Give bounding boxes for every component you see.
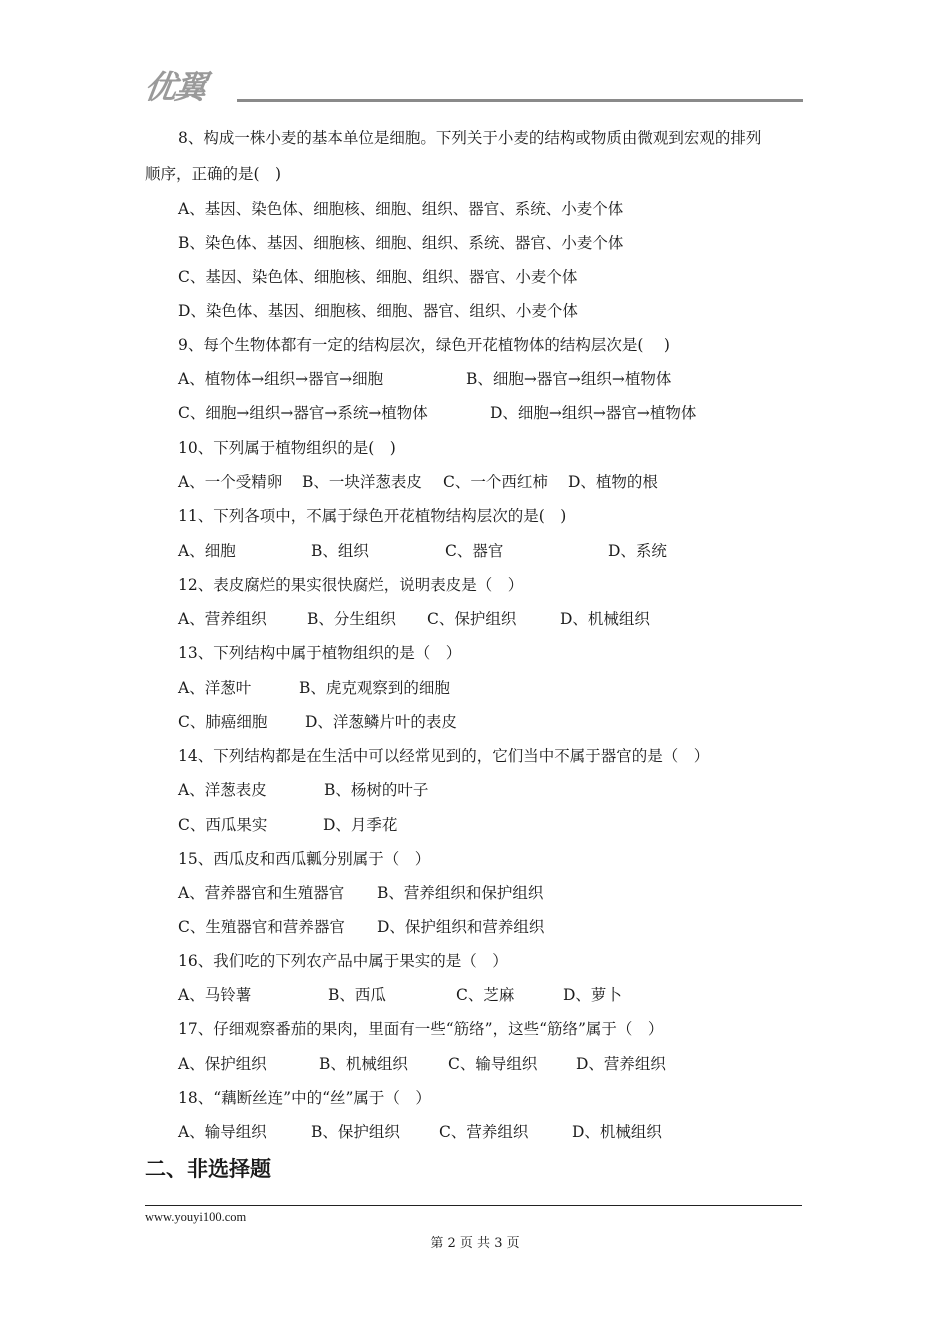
options-14-row2: [178, 808, 398, 842]
option-12-a: A、营养组织: [178, 610, 267, 628]
question-10-text: 10、下列属于植物组织的是( ): [178, 439, 396, 457]
question-18-text: 18、“藕断丝连”中的“丝”属于（ ）: [178, 1089, 431, 1107]
option-13-b: B、虎克观察到的细胞: [299, 679, 450, 697]
option-10-d: D、植物的根: [568, 473, 658, 491]
option-18-a: A、输导组织: [178, 1123, 267, 1141]
option-14-d: D、月季花: [323, 816, 398, 834]
option-14-c: C、西瓜果实: [178, 816, 268, 834]
question-16-text: 16、我们吃的下列农产品中属于果实的是（ ）: [178, 952, 508, 970]
option-13-c: C、肺癌细胞: [178, 713, 268, 731]
options-11: [178, 534, 667, 568]
option-9-a: A、植物体→组织→器官→细胞: [178, 370, 384, 388]
option-15-c: C、生殖器官和营养器官: [178, 918, 345, 936]
option-17-d: D、营养组织: [576, 1055, 666, 1073]
option-11-a: A、细胞: [178, 542, 236, 560]
options-13-row2: [178, 705, 457, 739]
option-8-b: B、染色体、基因、细胞核、细胞、组织、系统、器官、小麦个体: [178, 234, 624, 252]
option-12-c: C、保护组织: [427, 610, 517, 628]
option-16-c: C、芝麻: [456, 986, 515, 1004]
option-11-c: C、器官: [445, 542, 504, 560]
options-15-row2: [178, 910, 545, 944]
option-17-c: C、输导组织: [448, 1055, 538, 1073]
option-15-a: A、营养器官和生殖器官: [178, 884, 345, 902]
question-8-text-cont: 顺序，正确的是( ): [145, 165, 282, 183]
option-15-b: B、营养组织和保护组织: [377, 884, 544, 902]
option-11-d: D、系统: [608, 542, 667, 560]
option-17-b: B、机械组织: [319, 1055, 408, 1073]
footer-url: www.youyi100.com: [145, 1210, 247, 1224]
question-12-text: 12、表皮腐烂的果实很快腐烂，说明表皮是（ ）: [178, 576, 524, 594]
option-15-d: D、保护组织和营养组织: [377, 918, 545, 936]
question-14-text: 14、下列结构都是在生活中可以经常见到的，它们当中不属于器官的是（ ）: [178, 747, 710, 765]
option-16-b: B、西瓜: [328, 986, 386, 1004]
options-12: [178, 602, 650, 636]
option-16-a: A、马铃薯: [178, 986, 252, 1004]
question-15-text: 15、西瓜皮和西瓜瓤分别属于（ ）: [178, 850, 431, 868]
options-18: [178, 1115, 662, 1149]
option-10-a: A、一个受精卵: [178, 473, 283, 491]
option-8-c: C、基因、染色体、细胞核、细胞、组织、器官、小麦个体: [178, 268, 578, 286]
page-header: [142, 62, 803, 106]
question-17-text: 17、仔细观察番茄的果肉，里面有一些“筋络”，这些“筋络”属于（ ）: [178, 1020, 664, 1038]
option-8-d: D、染色体、基因、细胞核、细胞、器官、组织、小麦个体: [178, 302, 578, 320]
options-17: [178, 1047, 666, 1081]
options-9-row2: [178, 396, 697, 430]
option-18-c: C、营养组织: [439, 1123, 529, 1141]
option-18-d: D、机械组织: [572, 1123, 662, 1141]
option-12-b: B、分生组织: [307, 610, 396, 628]
question-11-text: 11、下列各项中，不属于绿色开花植物结构层次的是( ): [178, 507, 567, 525]
header-rule: [237, 99, 803, 102]
options-16: [178, 978, 622, 1012]
options-13-row1: [178, 671, 450, 705]
question-9-text: 9、每个生物体都有一定的结构层次，绿色开花植物体的结构层次是( ): [178, 336, 670, 354]
option-18-b: B、保护组织: [311, 1123, 400, 1141]
footer-rule: [145, 1205, 802, 1206]
option-13-d: D、洋葱鳞片叶的表皮: [305, 713, 457, 731]
question-13-text: 13、下列结构中属于植物组织的是（ ）: [178, 644, 462, 662]
option-9-b: B、细胞→器官→组织→植物体: [466, 370, 672, 388]
youyi-logo: 优翼: [142, 68, 208, 106]
option-11-b: B、组织: [311, 542, 369, 560]
option-16-d: D、萝卜: [563, 986, 622, 1004]
question-8-text: 8、构成一株小麦的基本单位是细胞。下列关于小麦的结构或物质由微观到宏观的排列: [178, 129, 762, 147]
options-9-row1: [178, 362, 672, 396]
page-number: 第 2 页 共 3 页: [430, 1236, 520, 1251]
option-12-d: D、机械组织: [560, 610, 650, 628]
option-10-c: C、一个西红柿: [443, 473, 548, 491]
option-9-d: D、细胞→组织→器官→植物体: [490, 404, 697, 422]
section-2-title: 二、非选择题: [145, 1157, 271, 1181]
option-8-a: A、基因、染色体、细胞核、细胞、组织、器官、系统、小麦个体: [178, 200, 624, 218]
option-14-b: B、杨树的叶子: [324, 781, 429, 799]
option-13-a: A、洋葱叶: [178, 679, 252, 697]
option-17-a: A、保护组织: [178, 1055, 267, 1073]
options-14-row1: [178, 773, 429, 807]
options-15-row1: [178, 876, 544, 910]
option-9-c: C、细胞→组织→器官→系统→植物体: [178, 404, 428, 422]
option-14-a: A、洋葱表皮: [178, 781, 267, 799]
options-10: [178, 465, 658, 499]
option-10-b: B、一块洋葱表皮: [302, 473, 422, 491]
